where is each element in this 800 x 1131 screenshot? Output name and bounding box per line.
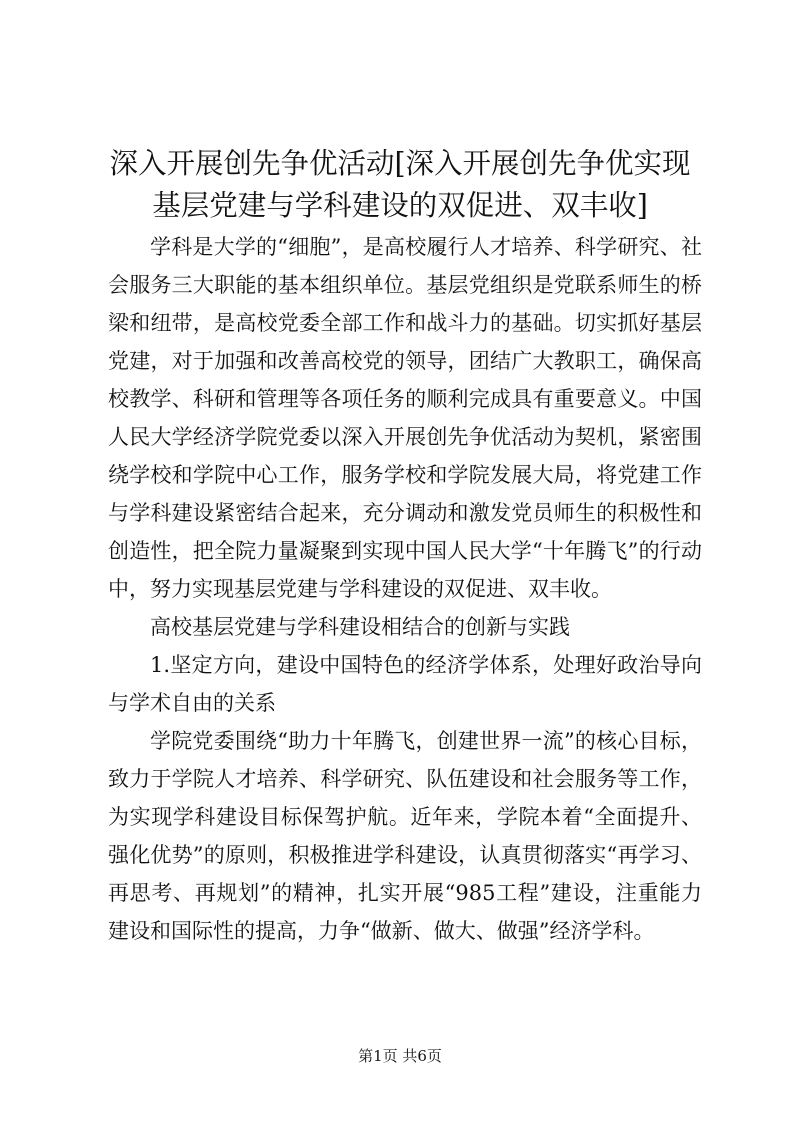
page-number: 第1页 共6页 xyxy=(358,1047,442,1065)
paragraph-intro: 学科是大学的“细胞”，是高校履行人才培养、科学研究、社会服务三大职能的基本组织单位。基层党组织是党联系师生的桥梁和纽带，是高校党委全部工作和战斗力的基础。切实抓好基层党建，对于加强和改善高校党的领导，团结广大教职工，确保高校教学、科研和管理等各项任务的顺利完成具有重要意义。中国人民大学经济学院党委以深入开展创先争优活动为契机，紧密围绕学校和学院中心工作，服务学校和学院发展大局，将党建工作与学科建设紧密结合起来，充分调动和激发党员师生的积极性和创造性，把全院力量凝聚到实现中国人民大学“十年腾飞”的行动中，努力实现基层党建与学科建设的双促进、双丰收。 xyxy=(108,235,702,601)
subsection-heading: 1.坚定方向，建设中国特色的经济学体系，处理好政治导向与学术自由的关系 xyxy=(108,653,702,715)
paragraph-body: 学院党委围绕“助力十年腾飞，创建世界一流”的核心目标，致力于学院人才培养、科学研究、队伍建设和社会服务等工作，为实现学科建设目标保驾护航。近年来，学院本着“全面提升、强化优势”的原则，积极推进学科建设，认真贯彻落实“再学习、再思考、再规划”的精神，扎实开展“985工程”建设，注重能力建设和国际性的提高，力争“做新、做大、做强”经济学科。 xyxy=(108,729,702,943)
document-body xyxy=(108,228,702,950)
document-title: 深入开展创先争优活动[深入开展创先争优实现基层党建与学科建设的双促进、双丰收] xyxy=(109,147,691,222)
section-heading: 高校基层党建与学科建设相结合的创新与实践 xyxy=(150,615,570,639)
